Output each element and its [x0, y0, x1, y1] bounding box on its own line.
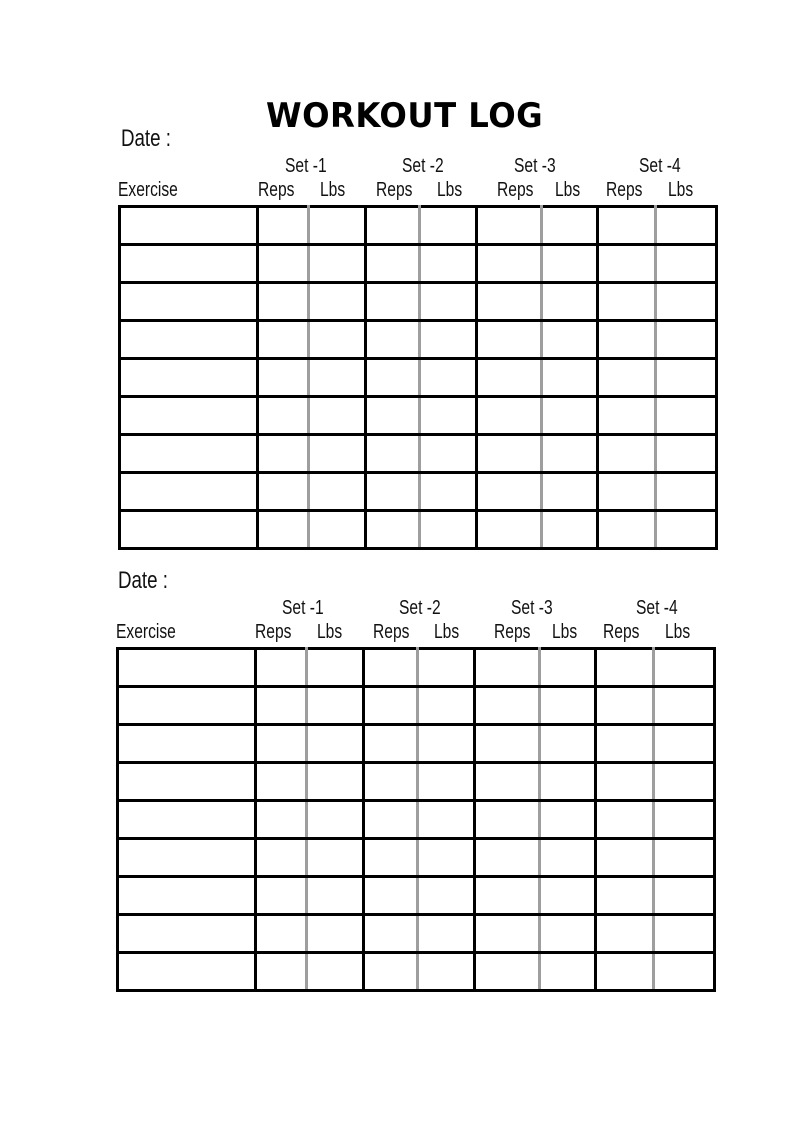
set-2-reps-cell[interactable]: [364, 725, 418, 763]
set-4-reps-cell[interactable]: [596, 801, 654, 839]
set-2-reps-cell[interactable]: [364, 953, 418, 991]
set-3-reps-header: Reps: [494, 621, 531, 643]
set-4-lbs-cell[interactable]: [654, 687, 715, 725]
set-2-reps-cell[interactable]: [366, 321, 420, 359]
exercise-cell[interactable]: [120, 245, 258, 283]
set-1-lbs-cell[interactable]: [309, 245, 366, 283]
set-2-reps-cell[interactable]: [366, 473, 420, 511]
table-row: [120, 207, 717, 245]
table-row: [118, 839, 715, 877]
set-3-reps-header: Reps: [497, 179, 534, 201]
set-3-lbs-cell[interactable]: [542, 473, 598, 511]
set-3-reps-cell[interactable]: [477, 207, 542, 245]
set-2-reps-cell[interactable]: [366, 283, 420, 321]
set-2-reps-cell[interactable]: [364, 915, 418, 953]
exercise-cell[interactable]: [120, 435, 258, 473]
set-3-lbs-header: Lbs: [555, 179, 581, 201]
set-3-lbs-cell[interactable]: [542, 435, 598, 473]
set-1-lbs-cell[interactable]: [307, 725, 364, 763]
set-2-reps-cell[interactable]: [364, 801, 418, 839]
set-1-reps-cell[interactable]: [258, 283, 309, 321]
set-1-lbs-cell[interactable]: [307, 649, 364, 687]
set-4-lbs-cell[interactable]: [654, 649, 715, 687]
set-3-lbs-cell[interactable]: [542, 511, 598, 549]
set-4-reps-cell[interactable]: [598, 245, 656, 283]
set-2-reps-cell[interactable]: [366, 397, 420, 435]
table-row: [120, 397, 717, 435]
set-4-lbs-cell[interactable]: [656, 321, 717, 359]
set-4-reps-cell[interactable]: [598, 207, 656, 245]
set-3-lbs-cell[interactable]: [542, 397, 598, 435]
table-row: [120, 321, 717, 359]
set-3-lbs-cell[interactable]: [542, 321, 598, 359]
set-2-lbs-cell[interactable]: [418, 839, 475, 877]
set-4-reps-cell[interactable]: [598, 321, 656, 359]
set-1-lbs-cell[interactable]: [307, 953, 364, 991]
set-4-reps-cell[interactable]: [598, 397, 656, 435]
set-3-reps-cell[interactable]: [475, 649, 540, 687]
set-4-lbs-cell[interactable]: [654, 953, 715, 991]
exercise-cell[interactable]: [120, 511, 258, 549]
set-3-lbs-cell[interactable]: [540, 839, 596, 877]
set-1-reps-cell[interactable]: [256, 763, 307, 801]
set-2-reps-cell[interactable]: [364, 839, 418, 877]
set-3-lbs-cell[interactable]: [540, 687, 596, 725]
set-1-reps-cell[interactable]: [258, 473, 309, 511]
set-3-reps-cell[interactable]: [477, 397, 542, 435]
exercise-cell[interactable]: [120, 321, 258, 359]
set-3-reps-cell[interactable]: [477, 473, 542, 511]
exercise-cell[interactable]: [118, 839, 256, 877]
exercise-header: Exercise: [118, 179, 178, 201]
set-1-lbs-header: Lbs: [317, 621, 343, 643]
set-4-reps-cell[interactable]: [598, 511, 656, 549]
exercise-cell[interactable]: [118, 687, 256, 725]
set-2-lbs-header: Lbs: [437, 179, 463, 201]
set-3-reps-cell[interactable]: [475, 877, 540, 915]
set-1-reps-cell[interactable]: [256, 839, 307, 877]
set-4-reps-cell[interactable]: [596, 953, 654, 991]
set-2-reps-cell[interactable]: [366, 435, 420, 473]
set-1-reps-cell[interactable]: [258, 245, 309, 283]
exercise-cell[interactable]: [118, 877, 256, 915]
set-4-reps-cell[interactable]: [596, 725, 654, 763]
set-1-lbs-cell[interactable]: [309, 207, 366, 245]
set-1-reps-header: Reps: [258, 179, 295, 201]
set-2-lbs-cell[interactable]: [418, 801, 475, 839]
set-2-lbs-cell[interactable]: [420, 321, 477, 359]
set-3-lbs-cell[interactable]: [542, 283, 598, 321]
set-3-reps-cell[interactable]: [477, 359, 542, 397]
set-4-lbs-cell[interactable]: [654, 725, 715, 763]
set-2-lbs-header: Lbs: [434, 621, 460, 643]
set-4-lbs-cell[interactable]: [656, 511, 717, 549]
set-3-lbs-cell[interactable]: [540, 649, 596, 687]
exercise-cell[interactable]: [120, 473, 258, 511]
set-1-reps-cell[interactable]: [256, 953, 307, 991]
exercise-cell[interactable]: [120, 283, 258, 321]
table-row: [118, 953, 715, 991]
set-2-reps-cell[interactable]: [366, 511, 420, 549]
set-4-lbs-cell[interactable]: [656, 435, 717, 473]
table-row: [118, 725, 715, 763]
set-3-lbs-header: Lbs: [552, 621, 578, 643]
set-1-reps-cell[interactable]: [256, 877, 307, 915]
set-1-lbs-cell[interactable]: [309, 321, 366, 359]
set-1-lbs-cell[interactable]: [309, 435, 366, 473]
table-row: [120, 435, 717, 473]
set-4-label: Set -4: [636, 597, 678, 619]
set-3-lbs-cell[interactable]: [540, 801, 596, 839]
set-1-reps-cell[interactable]: [256, 801, 307, 839]
set-1-lbs-cell[interactable]: [307, 687, 364, 725]
set-2-reps-cell[interactable]: [366, 245, 420, 283]
set-4-lbs-cell[interactable]: [656, 207, 717, 245]
table-row: [120, 283, 717, 321]
set-2-lbs-cell[interactable]: [420, 397, 477, 435]
set-2-reps-cell[interactable]: [366, 207, 420, 245]
set-1-reps-cell[interactable]: [256, 687, 307, 725]
set-3-lbs-cell[interactable]: [540, 915, 596, 953]
set-3-reps-cell[interactable]: [477, 435, 542, 473]
exercise-cell[interactable]: [118, 801, 256, 839]
set-1-reps-cell[interactable]: [256, 915, 307, 953]
set-4-lbs-cell[interactable]: [656, 397, 717, 435]
set-2-reps-cell[interactable]: [366, 359, 420, 397]
set-1-reps-cell[interactable]: [258, 397, 309, 435]
set-2-reps-cell[interactable]: [364, 649, 418, 687]
set-2-lbs-cell[interactable]: [418, 763, 475, 801]
set-1-reps-header: Reps: [255, 621, 292, 643]
set-2-reps-header: Reps: [376, 179, 413, 201]
set-4-lbs-cell[interactable]: [654, 877, 715, 915]
set-1-lbs-cell[interactable]: [309, 473, 366, 511]
set-4-lbs-cell[interactable]: [656, 283, 717, 321]
set-2-lbs-cell[interactable]: [418, 649, 475, 687]
set-3-lbs-cell[interactable]: [540, 725, 596, 763]
set-2-lbs-cell[interactable]: [418, 687, 475, 725]
table-row: [118, 687, 715, 725]
set-4-lbs-cell[interactable]: [654, 763, 715, 801]
page-title: WORKOUT LOG: [266, 96, 544, 136]
set-1-lbs-cell[interactable]: [307, 839, 364, 877]
exercise-header: Exercise: [116, 621, 176, 643]
set-2-label: Set -2: [402, 155, 444, 177]
exercise-cell[interactable]: [118, 763, 256, 801]
set-1-lbs-cell[interactable]: [309, 283, 366, 321]
set-4-lbs-header: Lbs: [668, 179, 694, 201]
set-1-lbs-cell[interactable]: [307, 877, 364, 915]
set-2-lbs-cell[interactable]: [420, 283, 477, 321]
set-4-lbs-cell[interactable]: [654, 915, 715, 953]
set-1-lbs-cell[interactable]: [309, 397, 366, 435]
set-3-reps-cell[interactable]: [477, 283, 542, 321]
set-2-lbs-cell[interactable]: [418, 915, 475, 953]
table-row: [118, 649, 715, 687]
set-4-lbs-cell[interactable]: [656, 245, 717, 283]
set-2-lbs-cell[interactable]: [420, 473, 477, 511]
set-1-lbs-cell[interactable]: [307, 801, 364, 839]
set-3-reps-cell[interactable]: [475, 839, 540, 877]
set-3-reps-cell[interactable]: [477, 511, 542, 549]
set-2-reps-header: Reps: [373, 621, 410, 643]
set-4-reps-cell[interactable]: [596, 839, 654, 877]
set-3-reps-cell[interactable]: [475, 801, 540, 839]
set-3-reps-cell[interactable]: [477, 321, 542, 359]
set-1-lbs-header: Lbs: [320, 179, 346, 201]
set-1-reps-cell[interactable]: [258, 359, 309, 397]
set-2-lbs-cell[interactable]: [418, 725, 475, 763]
workout-table-2: [116, 647, 716, 992]
set-2-lbs-cell[interactable]: [420, 245, 477, 283]
set-1-reps-cell[interactable]: [256, 725, 307, 763]
set-4-reps-cell[interactable]: [598, 359, 656, 397]
set-4-reps-cell[interactable]: [598, 435, 656, 473]
exercise-cell[interactable]: [118, 649, 256, 687]
set-4-lbs-cell[interactable]: [654, 801, 715, 839]
set-1-label: Set -1: [285, 155, 327, 177]
table-row: [118, 915, 715, 953]
set-1-reps-cell[interactable]: [258, 435, 309, 473]
set-1-reps-cell[interactable]: [258, 207, 309, 245]
table-row: [118, 763, 715, 801]
set-3-reps-cell[interactable]: [475, 687, 540, 725]
exercise-cell[interactable]: [118, 725, 256, 763]
set-4-lbs-cell[interactable]: [654, 839, 715, 877]
set-2-lbs-cell[interactable]: [420, 359, 477, 397]
table-row: [120, 359, 717, 397]
table-row: [118, 801, 715, 839]
exercise-cell[interactable]: [120, 207, 258, 245]
set-4-reps-cell[interactable]: [596, 687, 654, 725]
set-1-lbs-cell[interactable]: [309, 511, 366, 549]
set-2-lbs-cell[interactable]: [420, 435, 477, 473]
set-1-reps-cell[interactable]: [258, 321, 309, 359]
set-4-reps-header: Reps: [603, 621, 640, 643]
set-4-reps-header: Reps: [606, 179, 643, 201]
set-4-reps-cell[interactable]: [598, 473, 656, 511]
set-3-reps-cell[interactable]: [477, 245, 542, 283]
set-4-reps-cell[interactable]: [598, 283, 656, 321]
exercise-cell[interactable]: [120, 359, 258, 397]
set-3-lbs-cell[interactable]: [542, 207, 598, 245]
date-label: Date :: [118, 567, 168, 594]
set-3-label: Set -3: [511, 597, 553, 619]
table-row: [120, 511, 717, 549]
set-1-reps-cell[interactable]: [256, 649, 307, 687]
set-1-lbs-cell[interactable]: [307, 915, 364, 953]
set-2-lbs-cell[interactable]: [418, 953, 475, 991]
set-3-label: Set -3: [514, 155, 556, 177]
set-4-lbs-header: Lbs: [665, 621, 691, 643]
table-row: [120, 245, 717, 283]
set-3-lbs-cell[interactable]: [542, 359, 598, 397]
workout-table-1: [118, 205, 718, 550]
set-1-lbs-cell[interactable]: [307, 763, 364, 801]
set-1-reps-cell[interactable]: [258, 511, 309, 549]
table-row: [118, 877, 715, 915]
set-4-reps-cell[interactable]: [596, 763, 654, 801]
set-2-reps-cell[interactable]: [364, 763, 418, 801]
set-4-lbs-cell[interactable]: [656, 359, 717, 397]
set-3-reps-cell[interactable]: [475, 953, 540, 991]
set-3-reps-cell[interactable]: [475, 763, 540, 801]
exercise-cell[interactable]: [118, 915, 256, 953]
set-2-lbs-cell[interactable]: [420, 207, 477, 245]
set-2-reps-cell[interactable]: [364, 877, 418, 915]
set-4-lbs-cell[interactable]: [656, 473, 717, 511]
set-2-label: Set -2: [399, 597, 441, 619]
set-4-reps-cell[interactable]: [596, 915, 654, 953]
set-4-reps-cell[interactable]: [596, 877, 654, 915]
set-2-lbs-cell[interactable]: [420, 511, 477, 549]
set-4-reps-cell[interactable]: [596, 649, 654, 687]
set-2-lbs-cell[interactable]: [418, 877, 475, 915]
set-3-lbs-cell[interactable]: [540, 763, 596, 801]
set-1-label: Set -1: [282, 597, 324, 619]
set-3-lbs-cell[interactable]: [540, 953, 596, 991]
set-3-lbs-cell[interactable]: [542, 245, 598, 283]
set-3-reps-cell[interactable]: [475, 725, 540, 763]
set-2-reps-cell[interactable]: [364, 687, 418, 725]
exercise-cell[interactable]: [120, 397, 258, 435]
table-row: [120, 473, 717, 511]
exercise-cell[interactable]: [118, 953, 256, 991]
set-3-reps-cell[interactable]: [475, 915, 540, 953]
date-label: Date :: [121, 125, 171, 152]
set-4-label: Set -4: [639, 155, 681, 177]
set-1-lbs-cell[interactable]: [309, 359, 366, 397]
set-3-lbs-cell[interactable]: [540, 877, 596, 915]
